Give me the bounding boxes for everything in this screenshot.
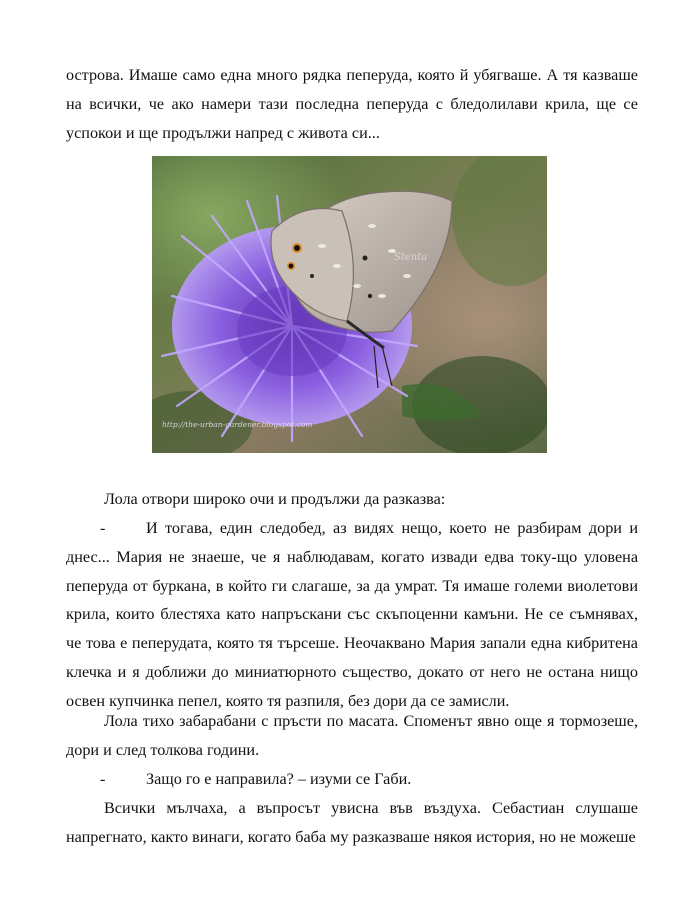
paragraph-everyone-silent: Всички мълчаха, а въпросът увисна във въздуха. Себастиан слушаше напрегнато, както винаги, когато баба му разказваше някоя история, но не можеше [66, 799, 638, 846]
dialogue-dash-1: - [100, 519, 106, 537]
paragraph-intro: острова. Имаше само една много рядка пеперуда, която й убягваше. А тя казваше на всички, че ако намери тази последна пеперуда с бледолилави крила, ще се успокои и ще продължи напред с живота си... [66, 66, 638, 142]
photo-watermark: Stenta [394, 252, 428, 263]
paragraph-lola-drummed: Лола тихо забарабани с пръсти по масата. Споменът явно още я тормозеше, дори и след толкова години. [66, 712, 638, 759]
paragraph-lola-opened-eyes: Лола отвори широко очи и продължи да разказва: [104, 490, 446, 508]
dialogue-1-text: И тогава, един следобед, аз видях нещо, което не разбирам дори и днес... Мария не знаеше, че я наблюдавам, когато извади едва току-що уловена пеперуда от буркана, в който ги слагаше, за да умрат. Тя имаше големи виолетови крила, които блестяха като напръскани със скъпоценни камъни. Не се съмнявах, че това е пеперудата, която тя търсеше. Неочаквано Мария запали една кибритена клечка и я доближи до миниатюрното същество, докато от него не остана нищо освен купчинка пепел, която тя разпиля, без дори да се замисли. [66, 519, 638, 710]
dialogue-2-text: Защо го е направила? – изуми се Габи. [146, 770, 412, 788]
dialogue-dash-2: - [100, 770, 106, 788]
butterfly-on-flower-image [152, 156, 547, 453]
dialogue-2-wrapper [66, 765, 638, 794]
dialogue-1-wrapper [66, 514, 638, 716]
photo-credit: http://the-urban-gardener.blogspot.com [162, 420, 313, 429]
butterfly-photo [152, 156, 547, 453]
